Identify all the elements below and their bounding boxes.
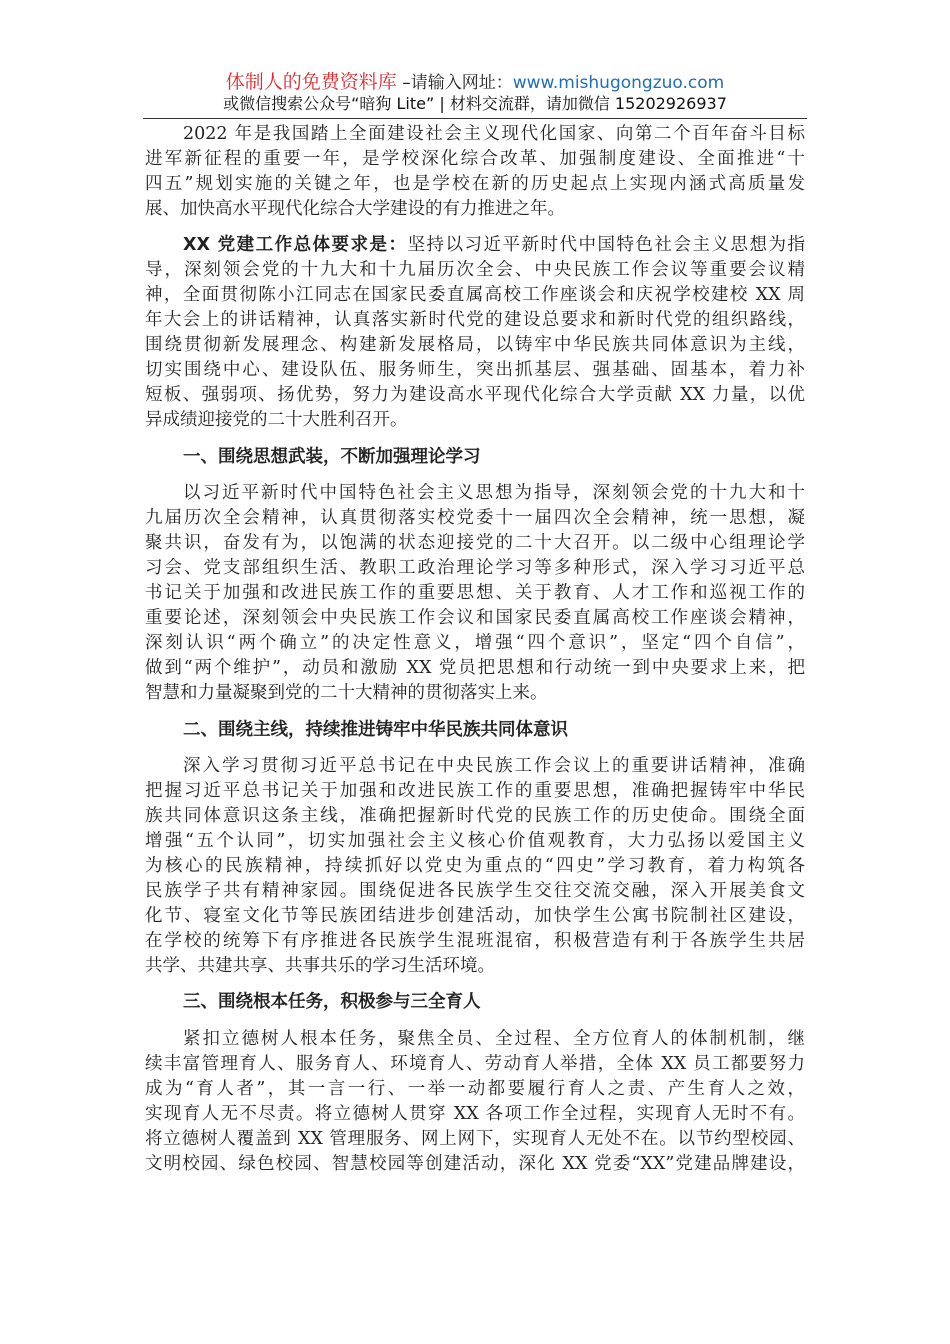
paragraph-line: 化节、寝室文化节等民族团结进步创建活动，加快学生公寓书院制社区建设， — [145, 906, 805, 926]
paragraph — [145, 122, 805, 222]
paragraph-line: 把握习近平总书记关于加强和改进民族工作的重要思想，准确把握铸牢中华民 — [145, 781, 805, 801]
paragraph-line: 共学、共建共享、共事共乐的学习生活环境。 — [145, 956, 495, 976]
website-link[interactable]: www.mishugongzuo.com — [512, 73, 725, 93]
section-heading: 二、围绕主线，持续推进铸牢中华民族共同体意识 — [183, 720, 568, 740]
header-banner — [0, 70, 950, 95]
paragraph-line: 短板、强弱项、扬优势，努力为建设高水平现代化综合大学贡献 XX 力量，以优 — [145, 385, 805, 405]
paragraph-line: 为核心的民族精神，持续抓好以党史为重点的“四史”学习教育，着力构筑各 — [145, 856, 805, 876]
paragraph-line: 异成绩迎接党的二十大胜利召开。 — [145, 410, 408, 430]
paragraph — [145, 754, 805, 979]
paragraph-line: 智慧和力量凝聚到党的二十大精神的贯彻落实上来。 — [145, 683, 548, 703]
paragraph-line: 进军新征程的重要一年，是学校深化综合改革、加强制度建设、全面推进“十 — [145, 149, 805, 169]
paragraph-line: 实现育人无不尽责。将立德树人贯穿 XX 各项工作全过程，实现育人无时不有。 — [145, 1104, 805, 1124]
paragraph-line: 将立德树人覆盖到 XX 管理服务、网上网下，实现育人无处不在。以节约型校园、 — [145, 1129, 805, 1149]
paragraph-line: 导，深刻领会党的十九大和十九届历次全会、中央民族工作会议等重要会议精 — [145, 260, 805, 280]
header-contact: 或微信搜索公众号“暗狗 Lite” | 材料交流群，请加微信 15202926937 — [223, 94, 727, 113]
paragraph-line: 书记关于加强和改进民族工作的重要思想、关于教育、人才工作和巡视工作的 — [145, 583, 805, 603]
section-heading: 三、围绕根本任务，积极参与三全育人 — [183, 992, 481, 1012]
paragraph-line: 续丰富管理育人、服务育人、环境育人、劳动育人举措，全体 XX 员工都要努力 — [145, 1054, 805, 1074]
paragraph-line: 以习近平新时代中国特色社会主义思想为指导，深刻领会党的十九大和十 — [183, 483, 805, 503]
paragraph-line: 紧扣立德树人根本任务，聚焦全员、全过程、全方位育人的体制机制，继 — [183, 1029, 805, 1049]
paragraph-line: 聚共识，奋发有为，以饱满的状态迎接党的二十大召开。以二级中心组理论学 — [145, 533, 805, 553]
paragraph-line: 神，全面贯彻陈小江同志在国家民委直属高校工作座谈会和庆祝学校建校 XX 周 — [145, 285, 805, 305]
paragraph-line: 在学校的统筹下有序推进各民族学生混班混宿，积极营造有利于各族学生共居 — [145, 931, 805, 951]
paragraph-line: 民族学子共有精神家园。围绕促进各民族学生交往交流交融，深入开展美食文 — [145, 881, 805, 901]
paragraph-line: 做到“两个维护”，动员和激励 XX 党员把思想和行动统一到中央要求上来，把 — [145, 658, 805, 678]
paragraph-line: 文明校园、绿色校园、智慧校园等创建活动，深化 XX 党委“XX”党建品牌建设， — [145, 1154, 805, 1174]
paragraph-line-text: 坚持以习近平新时代中国特色社会主义思想为指 — [407, 235, 806, 255]
paragraph-line: 展、加快高水平现代化综合大学建设的有力推进之年。 — [145, 199, 565, 219]
paragraph-line: 族共同体意识这条主线，准确把握新时代党的民族工作的历史使命。围绕全面 — [145, 806, 805, 826]
paragraph-line: 习会、党支部组织生活、教职工政治理论学习等多种形式，深入学习习近平总 — [145, 558, 805, 578]
paragraph-line: 重要论述，深刻领会中央民族工作会议和国家民委直属高校工作座谈会精神， — [145, 608, 805, 628]
url-prompt: –请输入网址： — [396, 73, 513, 93]
paragraph-line: 成为“育人者”，其一言一行、一举一动都要履行育人之责、产生育人之效， — [145, 1079, 805, 1099]
paragraph-line: 围绕贯彻新发展理念、构建新发展格局，以铸牢中华民族共同体意识为主线， — [145, 335, 805, 355]
paragraph-line: 九届历次全会精神，认真贯彻落实校党委十一届四次全会精神，统一思想，凝 — [145, 508, 805, 528]
paragraph-line: 2022 年是我国踏上全面建设社会主义现代化国家、向第二个百年奋斗目标 — [183, 124, 805, 144]
paragraph-line: 增强“五个认同”，切实加强社会主义核心价值观教育，大力弘扬以爱国主义 — [145, 831, 805, 851]
brand-name: 体制人的免费资料库 — [225, 71, 397, 93]
paragraph — [145, 1027, 805, 1177]
header-divider — [143, 118, 807, 119]
section-heading: 一、围绕思想武装，不断加强理论学习 — [183, 447, 481, 467]
paragraph-line: 深刻认识“两个确立”的决定性意义，增强“四个意识”，坚定“四个自信”， — [145, 633, 805, 653]
paragraph-line: 切实围绕中心、建设队伍、服务师生，突出抓基层、强基础、固基本，着力补 — [145, 360, 805, 380]
paragraph-line — [145, 233, 805, 258]
paragraph-line: 四五”规划实施的关键之年，也是学校在新的历史起点上实现内涵式高质量发 — [145, 174, 805, 194]
paragraph-line: 深入学习贯彻习近平总书记在中央民族工作会议上的重要讲话精神，准确 — [183, 756, 805, 776]
paragraph — [145, 233, 805, 433]
paragraph-lead: XX 党建工作总体要求是： — [183, 235, 408, 255]
paragraph-line: 年大会上的讲话精神，认真落实新时代党的建设总要求和新时代党的组织路线， — [145, 310, 805, 330]
paragraph — [145, 481, 805, 706]
